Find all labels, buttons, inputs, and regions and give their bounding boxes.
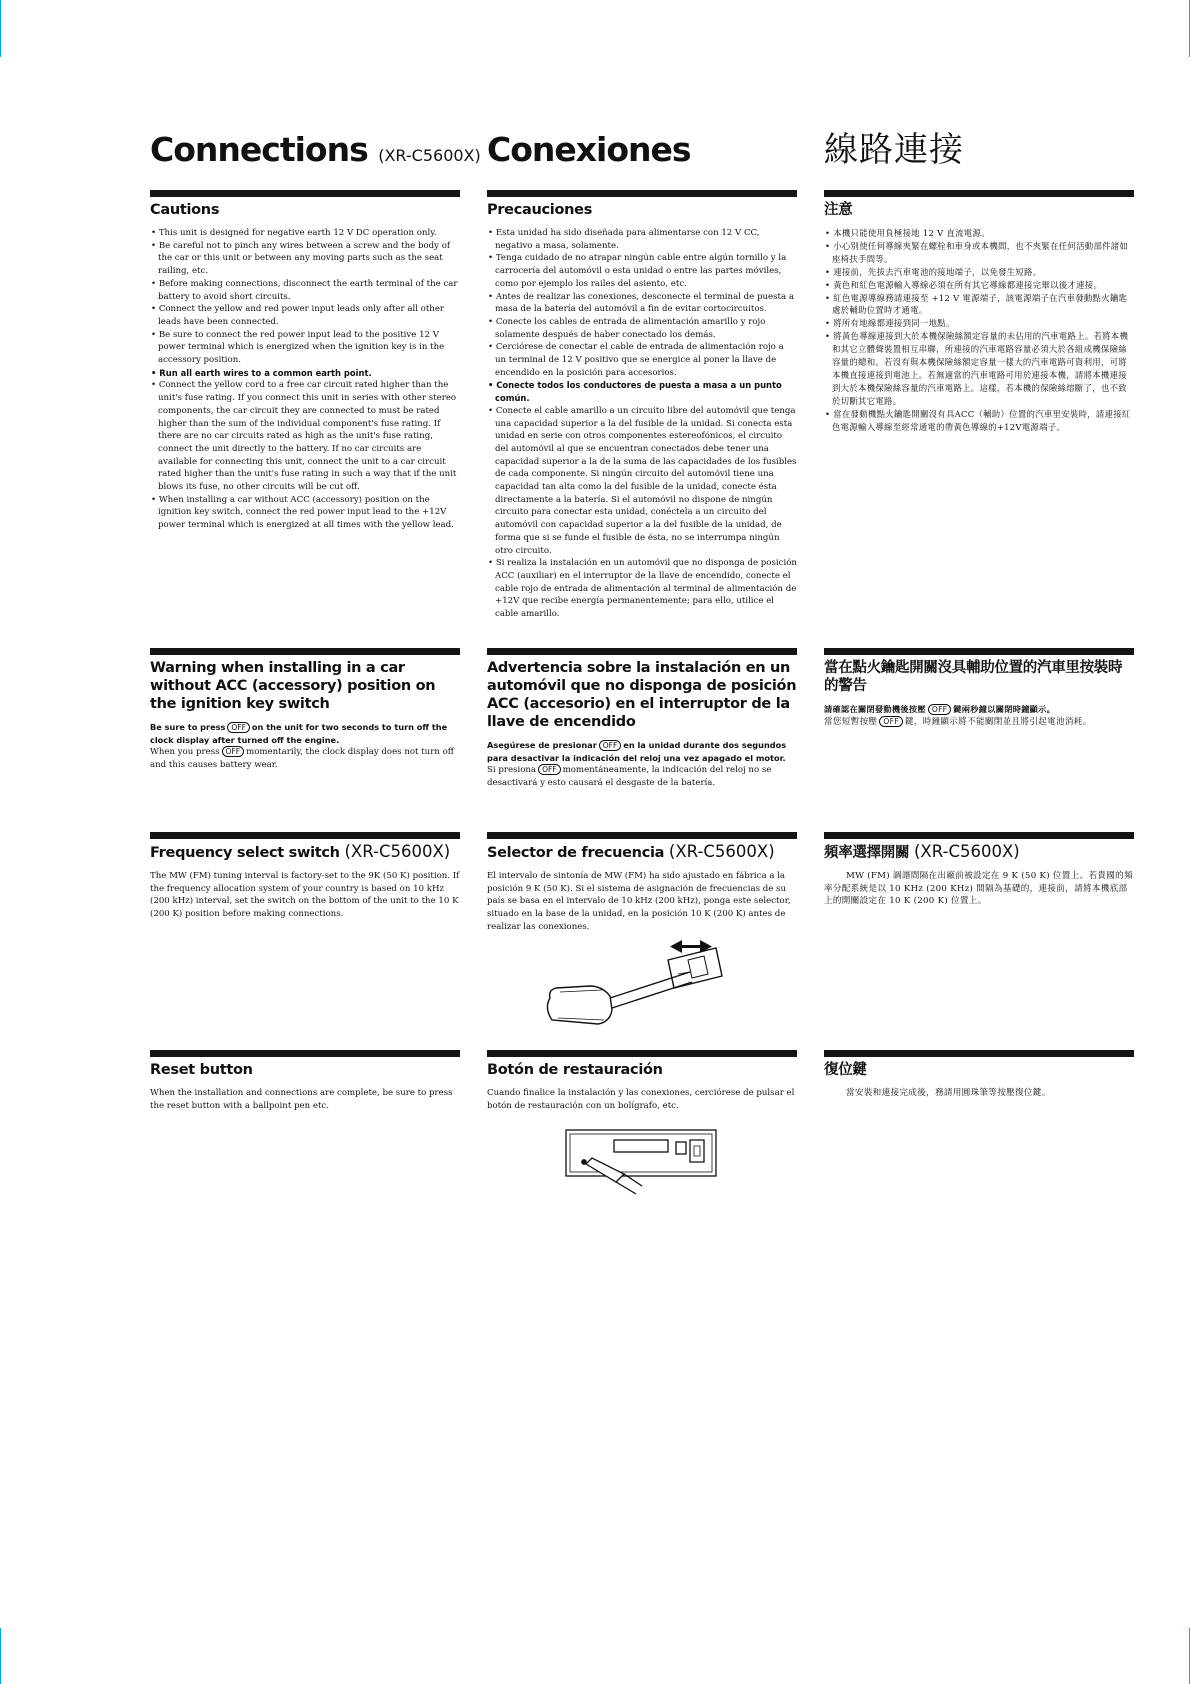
- cautions-zh: [824, 190, 1134, 434]
- warning-es: [487, 648, 797, 790]
- section-title: [487, 843, 797, 862]
- list-item: • 小心別使任何導線夾緊在螺栓和車身或本機間，也不夾緊在任何活動部件諸如座椅扶手間等。: [824, 240, 1134, 266]
- crop-mark-bottom-left: [0, 1628, 1, 1684]
- list-item: • 連接前，先拔去汽車電池的接地端子，以免發生短路。: [824, 266, 1134, 279]
- heading-connections: [150, 130, 481, 176]
- list-item: • Before making connections, disconnect the earth terminal of the car battery to avoid short circuits.: [150, 278, 460, 303]
- heading-chinese: 線路連接: [824, 130, 964, 170]
- section-title: Reset button: [150, 1062, 253, 1078]
- off-key-icon: OFF: [599, 740, 622, 751]
- heading-model: (XR-C5600X): [378, 146, 481, 165]
- off-key-icon: OFF: [222, 746, 245, 757]
- list-item: • Connect the yellow and red power input leads only after all other leads have been connected.: [150, 303, 460, 328]
- heading-connections-title: Connections: [150, 130, 368, 169]
- section-rule: [487, 1050, 797, 1057]
- list-item: • Antes de realizar las conexiones, desconecte el terminal de puesta a masa de la batería del automóvil a fin de evitar cortocircuitos.: [487, 291, 797, 316]
- list-item: • 本機只能使用負極接地 12 V 直流電源。: [824, 227, 1134, 240]
- cautions-en: [150, 190, 460, 532]
- list-item: • Conecte todos los conductores de puesta a masa a un punto común.: [487, 379, 797, 404]
- list-item: • Conecte los cables de entrada de alimentación amarillo y rojo solamente después de haber conectado los demás.: [487, 316, 797, 341]
- warning-text-part: momentáneamente, la indicación del reloj no se desactivará y esto causará el desgaste de la batería.: [487, 765, 772, 789]
- cautions-list-zh: [824, 227, 1134, 434]
- section-title: [150, 843, 460, 862]
- section-title: [824, 843, 1134, 862]
- frequency-es: [487, 832, 797, 934]
- warning-bold-text: [824, 703, 1134, 716]
- model-label: (XR-C5600X): [913, 842, 1020, 861]
- warning-text-part: momentarily, the clock display does not turn off and this causes battery wear.: [150, 747, 454, 771]
- warning-text-part: 請確認在關閉發動機後按壓: [824, 704, 926, 714]
- section-rule: [824, 190, 1134, 197]
- section-rule: [824, 1050, 1134, 1057]
- warning-text: [150, 746, 460, 771]
- section-title: Advertencia sobre la instalación en un automóvil que no disponga de posición ACC (accesorio) en el interruptor de la llave de encendido: [487, 660, 797, 730]
- list-item: • Run all earth wires to a common earth point.: [150, 367, 460, 380]
- off-key-icon: OFF: [879, 716, 902, 727]
- reset-text: Cuando finalice la instalación y las conexiones, cerciórese de pulsar el botón de restauración con un bolígrafo, etc.: [487, 1088, 795, 1111]
- list-item: • Tenga cuidado de no atrapar ningún cable entre algún tornillo y la carrocería del automóvil o esta unidad o entre las partes móviles, como por ejemplo los railes del asiento, etc.: [487, 252, 797, 290]
- frequency-en: [150, 832, 460, 921]
- warning-zh: [824, 648, 1134, 728]
- section-title-text: Selector de frecuencia: [487, 845, 665, 861]
- model-label: (XR-C5600X): [668, 842, 775, 861]
- model-label: (XR-C5600X): [344, 842, 451, 861]
- cautions-es: [487, 190, 797, 621]
- frequency-zh: [824, 832, 1134, 908]
- section-title: 當在點火鑰匙開關沒具輔助位置的汽車里按裝時的警告: [824, 660, 1123, 694]
- list-item: • Connect the yellow cord to a free car circuit rated higher than the unit's fuse rating. If you connect this unit in series with other stereo components, the car circuit they are connected to must be rated higher than the sum of the individual component's fuse rating. If there are no car circuits rated as high as the unit's fuse rating, connect the unit directly to the battery. If no car circuits are available for connecting this unit, connect the unit to a car circuit rated higher than the unit's fuse rating in such a way that if the unit blows its fuse, no other circuits will be cut off.: [150, 379, 460, 493]
- off-key-icon: OFF: [928, 704, 951, 715]
- section-title: 注意: [824, 202, 853, 218]
- screwdriver-switch-illustration: [540, 940, 740, 1040]
- cautions-list-es: [487, 227, 797, 621]
- list-item: • Si realiza la instalación en un automóvil que no disponga de posición ACC (auxiliar) en el interruptor de la llave de encendido, conecte el cable rojo de entrada de alimentación al terminal de alimentación de +12V que recibe energía permanentemente; para ello, utilice el cable amarillo.: [487, 557, 797, 621]
- frequency-text: MW (FM) 調諧間隔在出廠前被設定在 9 K (50 K) 位置上。若貴國的頻率分配系統是以 10 KHz (200 KHz) 間隔為基礎的，連接前，請將本機底部上的開關設定在 10 K (200 K) 位置上。: [824, 871, 1133, 907]
- frequency-text: El intervalo de sintonía de MW (FM) ha sido ajustado en fábrica a la posición 9 K (50 K). Si el sistema de asignación de frecuencias de su país se basa en el intervalo de 10 kHz (200 kHz), ponga este selector, situado en la base de la unidad, en la posición 10 K (200 K) antes de realizar las conexiones.: [487, 871, 791, 932]
- section-rule: [824, 648, 1134, 655]
- list-item: • 黃色和紅色電源輸入導線必須在所有其它導線都連接完畢以後才連接。: [824, 279, 1134, 292]
- section-title-text: Frequency select switch: [150, 845, 340, 861]
- list-item: • Conecte el cable amarillo a un circuito libre del automóvil que tenga una capacidad superior a la del fusible de la unidad. Si conecta esta unidad en serie con otros componentes estereofónicos, el circuito del automóvil al que se encuentran conectados debe tener una capacidad superior a la de la suma de las capacidades de los fusibles de cada componente. Si ningún circuito del automóvil tiene una capacidad tan alta como la del fusible de la unidad, conecte ésta directamente a la batería. Si el automóvil no dispone de ningún circuito para conectar esta unidad, conéctela a un circuito del automóvil con capacidad superior a la del fusible de la unidad, de forma que si se funde el fusible de ésta, no se interrumpa ningún otro circuito.: [487, 405, 797, 557]
- reset-text: 當安裝和連接完成後，務請用圓珠筆等按壓復位鍵。: [846, 1088, 1051, 1098]
- list-item: • Esta unidad ha sido diseñada para alimentarse con 12 V CC, negativo a masa, solamente.: [487, 227, 797, 252]
- section-rule: [150, 648, 460, 655]
- warning-text-part: en la unidad durante dos segundos para desactivar la indicación del reloj una vez apagado el motor.: [487, 740, 787, 763]
- list-item: • When installing a car without ACC (accessory) position on the ignition key switch, connect the red power input lead to the +12V power terminal which is energized at all times with the yellow lead.: [150, 494, 460, 532]
- section-rule: [824, 832, 1134, 839]
- list-item: • This unit is designed for negative earth 12 V DC operation only.: [150, 227, 460, 240]
- list-item: • 當在發動機點火鑰匙開關沒有具ACC（輔助）位置的汽車里安裝時，請連接紅色電源輸入導線至經常通電的帶黃色導線的+12V電源端子。: [824, 408, 1134, 434]
- section-rule: [150, 1050, 460, 1057]
- warning-text-part: Si presiona: [487, 765, 537, 776]
- section-title: Warning when installing in a car without ACC (accessory) position on the ignition key switch: [150, 660, 436, 712]
- reset-es: [487, 1050, 797, 1112]
- section-rule: [487, 832, 797, 839]
- list-item: • 將黃色導線連接到大於本機保險絲額定容量的未佔用的汽車電路上。若將本機和其它立體聲裝置相互串聯，所連接的汽車電路容量必須大於各組成機保險絲容量的總和。若沒有與本機保險絲額定容量一樣大的汽車電路可資利用，可將本機直接連接到電池上。若無適當的汽車電路可用於連接本機，請將本機連接到大於本機保險絲容量的汽車電路上。這樣，若本機的保險絲熔斷了，也不致於切斷其它電路。: [824, 330, 1134, 407]
- section-title: Precauciones: [487, 202, 593, 218]
- crop-mark-top-left: [0, 0, 1, 57]
- list-item: • Be sure to connect the red power input lead to the positive 12 V power terminal which is energized when the ignition key is in the accessory position.: [150, 329, 460, 367]
- section-rule: [150, 190, 460, 197]
- warning-text-part: 鍵兩秒鐘以關閉時鐘顯示。: [953, 704, 1056, 714]
- list-item: • 紅色電源導線務請連接至 +12 V 電源端子，該電源端子在汽車發動點火鑰匙處於輔助位置時才通電。: [824, 292, 1134, 318]
- warning-text-part: Be sure to press: [150, 722, 226, 732]
- warning-text-part: on the unit for two seconds to turn off the clock display after turned off the engine.: [150, 722, 448, 745]
- reset-en: [150, 1050, 460, 1112]
- reset-text: When the installation and connections are complete, be sure to press the reset button with a ballpoint pen etc.: [150, 1088, 453, 1111]
- reset-pen-illustration: [562, 1128, 722, 1198]
- reset-zh: [824, 1050, 1134, 1100]
- warning-bold-text: [487, 739, 797, 764]
- warning-en: [150, 648, 460, 772]
- section-title: Cautions: [150, 202, 220, 218]
- section-title: Botón de restauración: [487, 1062, 663, 1078]
- warning-text-part: 當您短暫按壓: [824, 716, 878, 727]
- warning-text: [824, 716, 1134, 729]
- cautions-list-en: [150, 227, 460, 532]
- warning-text-part: Asegúrese de presionar: [487, 740, 597, 750]
- off-key-icon: OFF: [538, 764, 561, 775]
- warning-text: [487, 764, 797, 789]
- warning-text-part: When you press: [150, 747, 220, 758]
- warning-bold-text: [150, 721, 460, 746]
- section-rule: [487, 190, 797, 197]
- frequency-text: The MW (FM) tuning interval is factory-set to the 9K (50 K) position. If the frequency allocation system of your country is based on 10 kHz (200 kHz) interval, set the switch on the bottom of the unit to the 10 K (200 K) position before making connections.: [150, 871, 460, 920]
- section-title-text: 頻率選擇開關: [824, 845, 910, 861]
- list-item: • Cerciórese de conectar el cable de entrada de alimentación rojo a un terminal de 12 V positivo que se energice al poner la llave de encendido en la posición para accesorios.: [487, 341, 797, 379]
- section-title: 復位鍵: [824, 1062, 867, 1078]
- heading-conexiones: Conexiones: [487, 130, 691, 169]
- list-item: • Be careful not to pinch any wires between a screw and the body of the car or this unit or between any moving parts such as the seat railing, etc.: [150, 240, 460, 278]
- off-key-icon: OFF: [227, 722, 250, 733]
- section-rule: [487, 648, 797, 655]
- list-item: • 將所有地線都連接到同一地點。: [824, 317, 1134, 330]
- section-rule: [150, 832, 460, 839]
- warning-text-part: 鍵，時鐘顯示將不能關閉並且將引起電池消耗。: [904, 716, 1092, 727]
